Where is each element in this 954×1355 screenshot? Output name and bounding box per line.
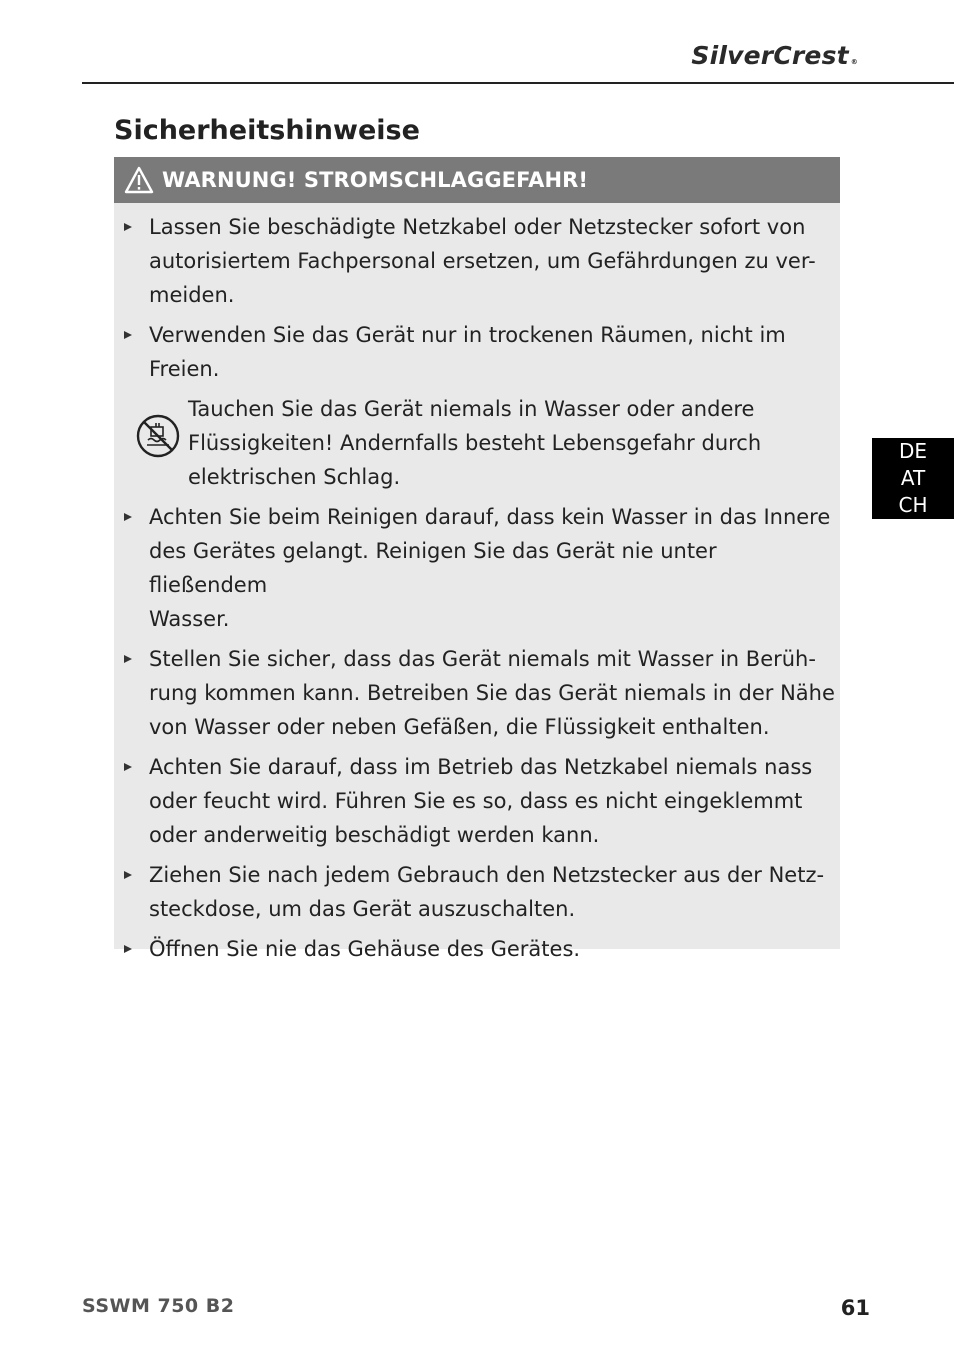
footer-model-number: SSWM 750 B2 — [82, 1295, 235, 1317]
list-item-text: Verwenden Sie das Gerät nur in trockenen Räumen, nicht im Freien. — [149, 323, 786, 381]
bullet-arrow-icon — [124, 513, 132, 521]
immersion-notice — [114, 392, 840, 494]
bullet-arrow-icon — [124, 655, 132, 663]
warning-triangle-icon — [124, 166, 154, 194]
brand-logo — [691, 36, 858, 76]
list-item-text: Lassen Sie beschädigte Netzkabel oder Netzstecker sofort von autorisiertem Fachpersonal ersetzen, um Gefährdungen zu ver- meiden. — [149, 215, 816, 307]
list-item — [114, 932, 840, 966]
footer-page-number: 61 — [840, 1296, 870, 1320]
list-item — [114, 210, 840, 312]
list-item-text: Achten Sie beim Reinigen darauf, dass kein Wasser in das Innere des Gerätes gelangt. Reinigen Sie das Gerät nie unter fließendem Wasser. — [149, 505, 831, 631]
language-tab — [872, 438, 954, 519]
list-item-text: Öffnen Sie nie das Gehäuse des Gerätes. — [149, 937, 581, 961]
list-item — [114, 318, 840, 386]
warning-list — [114, 203, 840, 966]
list-item-text: Achten Sie darauf, dass im Betrieb das Netzkabel niemals nass oder feucht wird. Führen Sie es so, dass es nicht eingeklemmt oder anderweitig beschädigt werden kann. — [149, 755, 813, 847]
warning-box — [114, 157, 840, 961]
bullet-arrow-icon — [124, 223, 132, 231]
list-item-text: Stellen Sie sicher, dass das Gerät niemals mit Wasser in Berüh- rung kommen kann. Betreiben Sie das Gerät niemals in der Nähe von Wasser oder neben Gefäßen, die Flüssigkeit enthalten. — [149, 647, 835, 739]
page-title: Sicherheitshinweise — [114, 115, 420, 146]
bullet-arrow-icon — [124, 945, 132, 953]
language-code: CH — [898, 493, 928, 517]
bullet-arrow-icon — [124, 331, 132, 339]
brand-name: SilverCrest — [691, 41, 849, 70]
list-item — [114, 750, 840, 852]
language-code: AT — [900, 466, 926, 490]
no-immersion-icon — [134, 412, 182, 460]
registered-mark: ® — [850, 58, 858, 66]
list-item-text: Ziehen Sie nach jedem Gebrauch den Netzstecker aus der Netz- steckdose, um das Gerät auszuschalten. — [149, 863, 825, 921]
bullet-arrow-icon — [124, 871, 132, 879]
warning-header — [114, 157, 840, 203]
header-divider — [82, 82, 954, 84]
language-code: DE — [898, 439, 928, 463]
list-item — [114, 858, 840, 926]
warning-title: WARNUNG! STROMSCHLAGGEFAHR! — [162, 168, 589, 192]
bullet-arrow-icon — [124, 763, 132, 771]
list-item — [114, 642, 840, 744]
notice-text: Tauchen Sie das Gerät niemals in Wasser oder andere Flüssigkeiten! Andernfalls besteht Lebensgefahr durch elektrischen Schlag. — [188, 397, 762, 489]
list-item — [114, 500, 840, 636]
